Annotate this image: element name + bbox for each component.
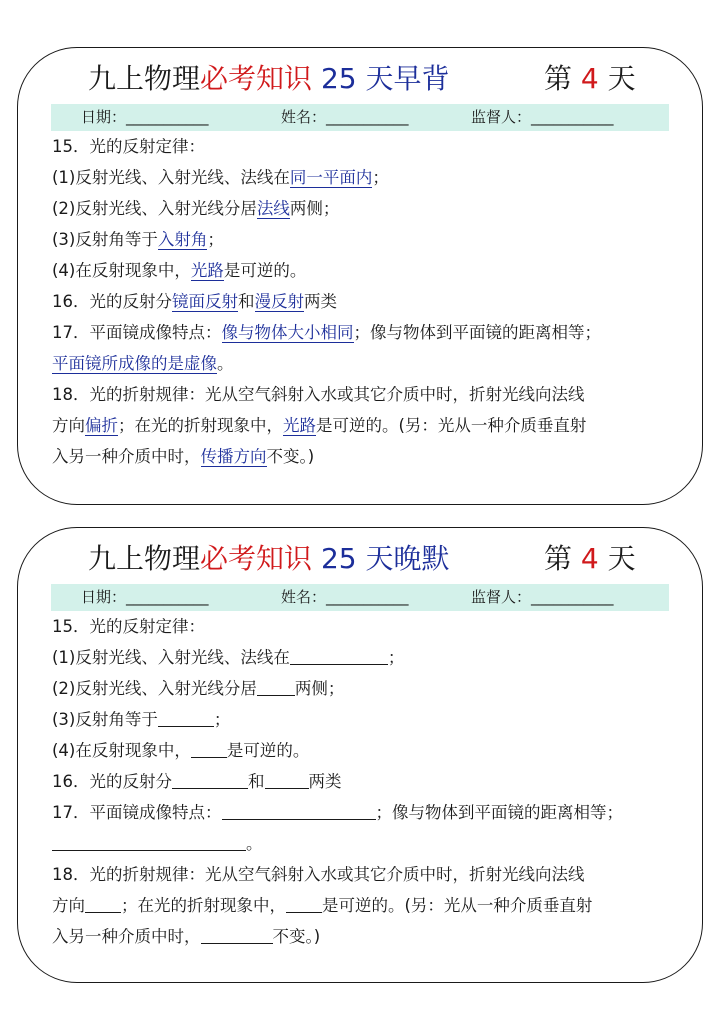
date-field[interactable]: 日期：___________ xyxy=(81,108,209,126)
answer-text: 偏折 xyxy=(85,416,118,435)
text-line: 18．光的折射规律：光从空气斜射入水或其它介质中时，折射光线向法线 xyxy=(52,865,585,884)
text-line: (1)反射光线、入射光线、法线在同一平面内； xyxy=(52,168,389,187)
answer-text: 像与物体大小相同 xyxy=(221,323,354,342)
card-title xyxy=(88,539,648,579)
text-line: 入另一种介质中时， 不变。) xyxy=(52,921,682,952)
name-field[interactable]: 姓名：___________ xyxy=(281,588,409,606)
answer-blank[interactable] xyxy=(191,736,227,758)
title-highlight: 必考知识 xyxy=(200,62,313,95)
info-bar xyxy=(51,584,669,611)
text-line: 入另一种介质中时，传播方向不变。) xyxy=(52,447,315,466)
name-field[interactable]: 姓名：___________ xyxy=(281,108,409,126)
text-line: 方向 ；在光的折射现象中， 是可逆的。(另：光从一种介质垂直射 xyxy=(52,890,682,921)
answer-blank[interactable] xyxy=(257,674,295,696)
answer-blank[interactable] xyxy=(158,705,214,727)
morning-recite-card xyxy=(17,47,703,505)
title-plan: 25 天早背 xyxy=(320,62,450,95)
answer-text: 入射角 xyxy=(157,230,208,249)
answer-text: 镜面反射 xyxy=(172,292,238,311)
date-field[interactable]: 日期：___________ xyxy=(81,588,209,606)
answer-blank[interactable] xyxy=(265,767,309,789)
day-number: 4 xyxy=(580,62,599,95)
answer-text: 平面镜所成像的是虚像 xyxy=(52,354,217,373)
day-number: 4 xyxy=(580,542,599,575)
answer-text: 光路 xyxy=(190,261,224,280)
info-bar xyxy=(51,104,669,131)
supervisor-field[interactable]: 监督人：___________ xyxy=(471,108,614,126)
answer-blank[interactable] xyxy=(52,829,246,851)
answer-text: 漫反射 xyxy=(254,292,304,311)
answer-blank[interactable] xyxy=(290,643,388,665)
text-line: 15．光的反射定律： xyxy=(52,617,205,636)
text-line: 方向偏折；在光的折射现象中，光路是可逆的。(另：光从一种介质垂直射 xyxy=(52,416,587,435)
text-line: (2)反射光线、入射光线分居法线两侧； xyxy=(52,199,340,218)
answer-text: 法线 xyxy=(256,199,290,218)
text-line: (2)反射光线、入射光线分居 两侧； xyxy=(52,673,682,704)
text-line: 18．光的折射规律：光从空气斜射入水或其它介质中时，折射光线向法线 xyxy=(52,385,585,404)
text-line: 16．光的反射分 和 两类 xyxy=(52,766,682,797)
text-line: 17．平面镜成像特点： ；像与物体到平面镜的距离相等； xyxy=(52,797,682,828)
text-line: 17．平面镜成像特点：像与物体大小相同；像与物体到平面镜的距离相等； xyxy=(52,323,601,342)
answer-blank[interactable] xyxy=(201,922,273,944)
day-counter: 第 4 天 xyxy=(544,62,636,95)
title-plan: 25 天晚默 xyxy=(320,542,450,575)
text-line: (4)在反射现象中，光路是可逆的。 xyxy=(52,261,307,280)
answer-text: 传播方向 xyxy=(200,447,267,466)
answer-blank[interactable] xyxy=(172,767,248,789)
answer-text: 光路 xyxy=(283,416,316,435)
title-subject: 九上物理 xyxy=(88,62,201,95)
text-line: (3)反射角等于入射角； xyxy=(52,230,224,249)
text-line: (3)反射角等于 ； xyxy=(52,704,682,735)
title-subject: 九上物理 xyxy=(88,542,201,575)
text-line: (1)反射光线、入射光线、法线在 ； xyxy=(52,642,682,673)
text-line: 。 xyxy=(52,828,682,859)
text-line: (4)在反射现象中， 是可逆的。 xyxy=(52,735,682,766)
evening-dictation-card xyxy=(17,527,703,983)
knowledge-lines xyxy=(52,131,682,472)
card-title xyxy=(88,59,648,99)
text-line: 15．光的反射定律： xyxy=(52,137,205,156)
day-counter: 第 4 天 xyxy=(544,542,636,575)
text-line: 16．光的反射分镜面反射和漫反射两类 xyxy=(52,292,337,311)
answer-blank[interactable] xyxy=(286,891,322,913)
text-line: 平面镜所成像的是虚像。 xyxy=(52,354,234,373)
answer-text: 同一平面内 xyxy=(289,168,373,187)
supervisor-field[interactable]: 监督人：___________ xyxy=(471,588,614,606)
dictation-lines xyxy=(52,611,682,952)
answer-blank[interactable] xyxy=(85,891,121,913)
title-highlight: 必考知识 xyxy=(200,542,313,575)
answer-blank[interactable] xyxy=(222,798,376,820)
